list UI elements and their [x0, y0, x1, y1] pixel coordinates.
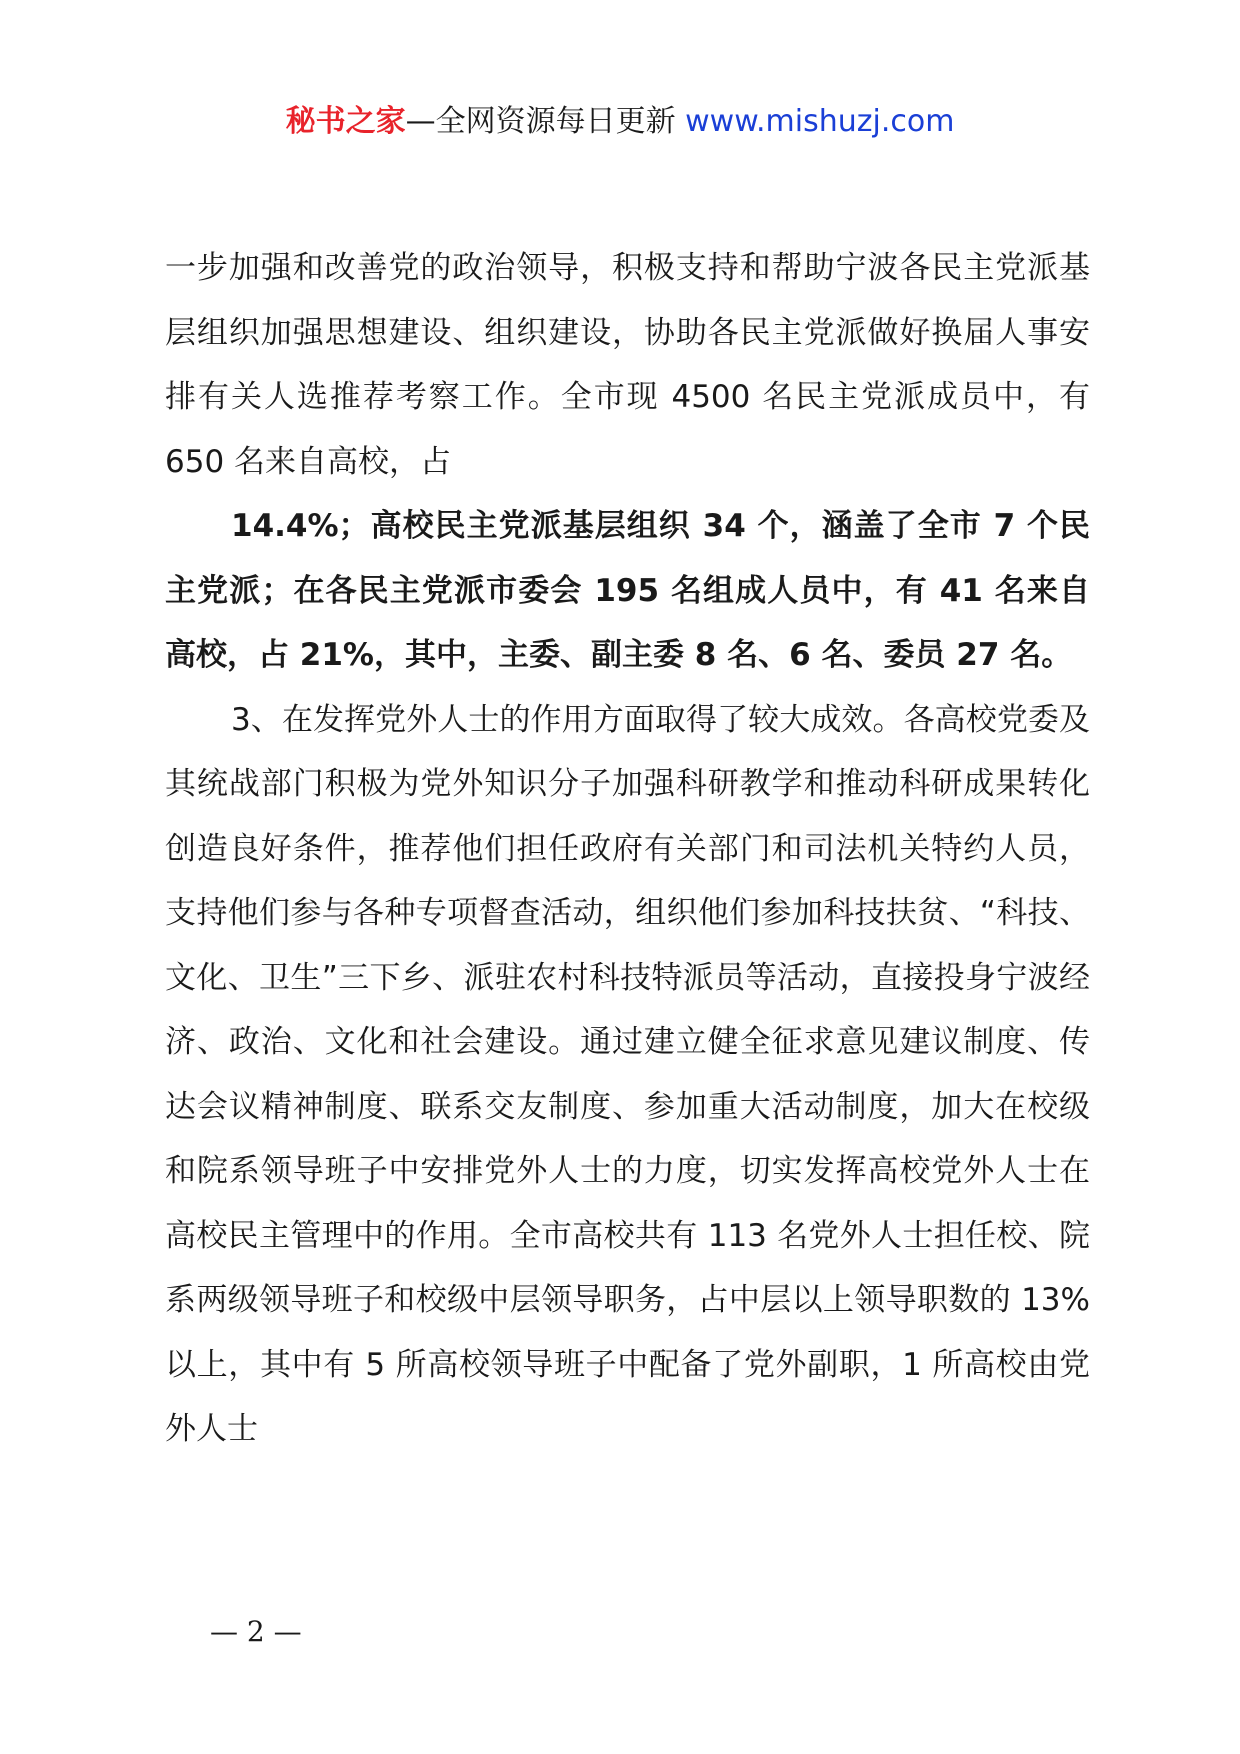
site-header: [0, 100, 1240, 144]
document-body: [165, 236, 1090, 1462]
paragraph-section-3: 3、在发挥党外人士的作用方面取得了较大成效。各高校党委及其统战部门积极为党外知识分子加强科研教学和推动科研成果转化创造良好条件，推荐他们担任政府有关部门和司法机关特约人员，支持他们参与各种专项督查活动，组织他们参加科技扶贫、“科技、文化、卫生”三下乡、派驻农村科技特派员等活动，直接投身宁波经济、政治、文化和社会建设。通过建立健全征求意见建议制度、传达会议精神制度、联系交友制度、参加重大活动制度，加大在校级和院系领导班子中安排党外人士的力度，切实发挥高校党外人士在高校民主管理中的作用。全市高校共有 113 名党外人士担任校、院系两级领导班子和校级中层领导职务，占中层以上领导职数的 13%以上，其中有 5 所高校领导班子中配备了党外副职，1 所高校由党外人士: [165, 701, 1090, 1447]
paragraph-continuation: 一步加强和改善党的政治领导，积极支持和帮助宁波各民主党派基层组织加强思想建设、组织建设，协助各民主党派做好换届人事安排有关人选推荐考察工作。全市现 4500 名民主党派成员中，有 650 名来自高校，占: [165, 250, 1090, 480]
paragraph-statistics-bold: 14.4%；高校民主党派基层组织 34 个，涵盖了全市 7 个民主党派；在各民主党派市委会 195 名组成人员中，有 41 名来自高校，占 21%，其中，主委、副主委 8 名、6 名、委员 27 名。: [165, 508, 1090, 673]
site-tagline: —全网资源每日更新: [405, 104, 686, 139]
page-number: — 2 —: [210, 1615, 302, 1648]
site-brand: 秘书之家: [285, 104, 406, 139]
site-url-link[interactable]: www.mishuzj.com: [685, 104, 955, 139]
